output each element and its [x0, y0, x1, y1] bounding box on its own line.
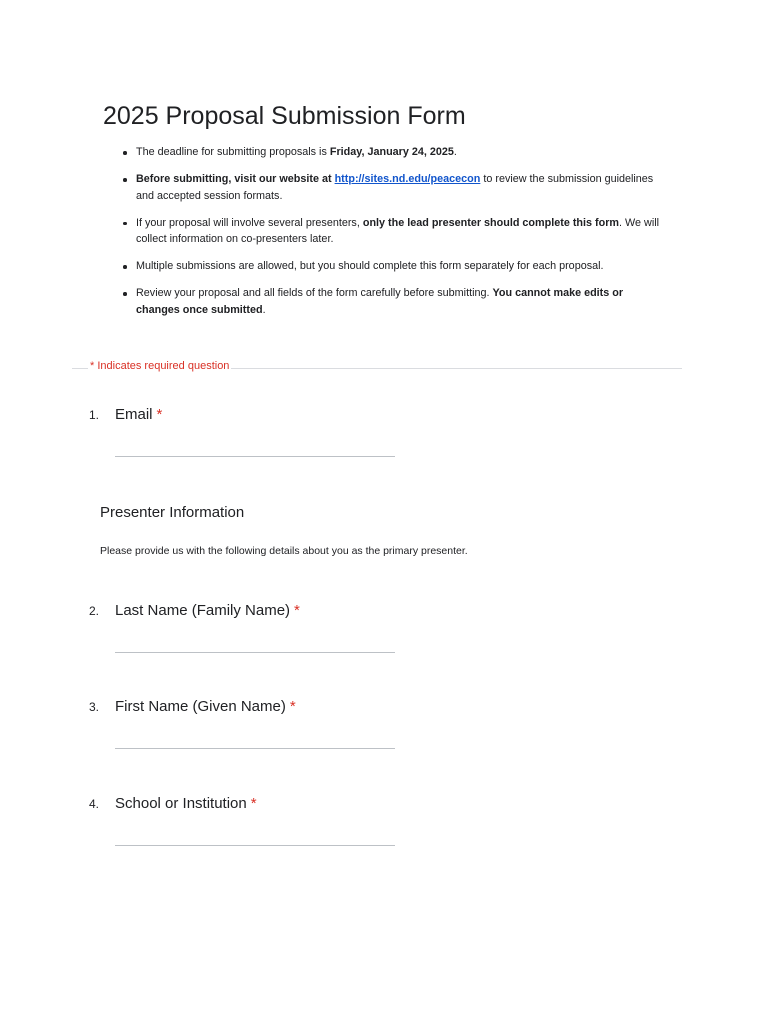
instruction-text: to review the submission guidelines and accepted session formats. [136, 173, 654, 202]
question-label-text: First Name (Given Name) [115, 698, 286, 715]
instruction-deadline [120, 144, 665, 161]
instruction-text: Review your proposal and all fields of the form carefully before submitting. [136, 287, 493, 299]
question-number: 3. [89, 700, 100, 714]
instruction-text: . We will collect information on co-presenters later. [136, 216, 660, 245]
instruction-multiple [120, 258, 665, 275]
required-asterisk: * [289, 698, 296, 715]
required-asterisk: * [250, 795, 257, 812]
question-label-text: Last Name (Family Name) [115, 602, 291, 619]
instruction-text: If your proposal will involve several presenters, [136, 216, 363, 229]
email-field[interactable] [115, 456, 395, 457]
section-title: Presenter Information [100, 504, 245, 521]
question-label [115, 795, 257, 812]
required-asterisk: * [294, 602, 300, 619]
question-number: 4. [89, 797, 100, 811]
instruction-bold-text: only the lead presenter should complete this form [362, 216, 620, 229]
question-number: 1. [89, 408, 100, 422]
instruction-website [120, 171, 665, 204]
school-field[interactable] [115, 845, 395, 846]
required-note: * Indicates required question [90, 360, 230, 372]
website-link[interactable]: http://sites.nd.edu/peacecon [334, 173, 481, 185]
instruction-bold-text: Before submitting, visit our website at [136, 173, 335, 185]
instruction-text: . [262, 303, 266, 316]
question-label [115, 698, 296, 715]
instruction-presenters [120, 215, 665, 248]
instruction-bold-text: You cannot make edits or changes once submitted [136, 287, 624, 316]
instruction-text: . [453, 146, 457, 158]
instruction-review [120, 285, 665, 318]
required-asterisk: * [156, 406, 163, 423]
instruction-text: Multiple submissions are allowed, but you should complete this form separately for each proposal. [136, 260, 604, 272]
instructions-list [120, 144, 665, 329]
section-description: Please provide us with the following details about you as the primary presenter. [100, 545, 468, 557]
last-name-field[interactable] [115, 652, 395, 653]
question-label [115, 406, 162, 423]
question-label-text: School or Institution [115, 795, 247, 812]
deadline-date: Friday, January 24, 2025 [329, 146, 454, 158]
first-name-field[interactable] [115, 748, 395, 749]
form-title: 2025 Proposal Submission Form [103, 102, 466, 130]
instruction-text: The deadline for submitting proposals is [136, 146, 330, 158]
question-label [115, 602, 300, 619]
question-number: 2. [89, 604, 100, 618]
question-label-text: Email [115, 406, 153, 423]
